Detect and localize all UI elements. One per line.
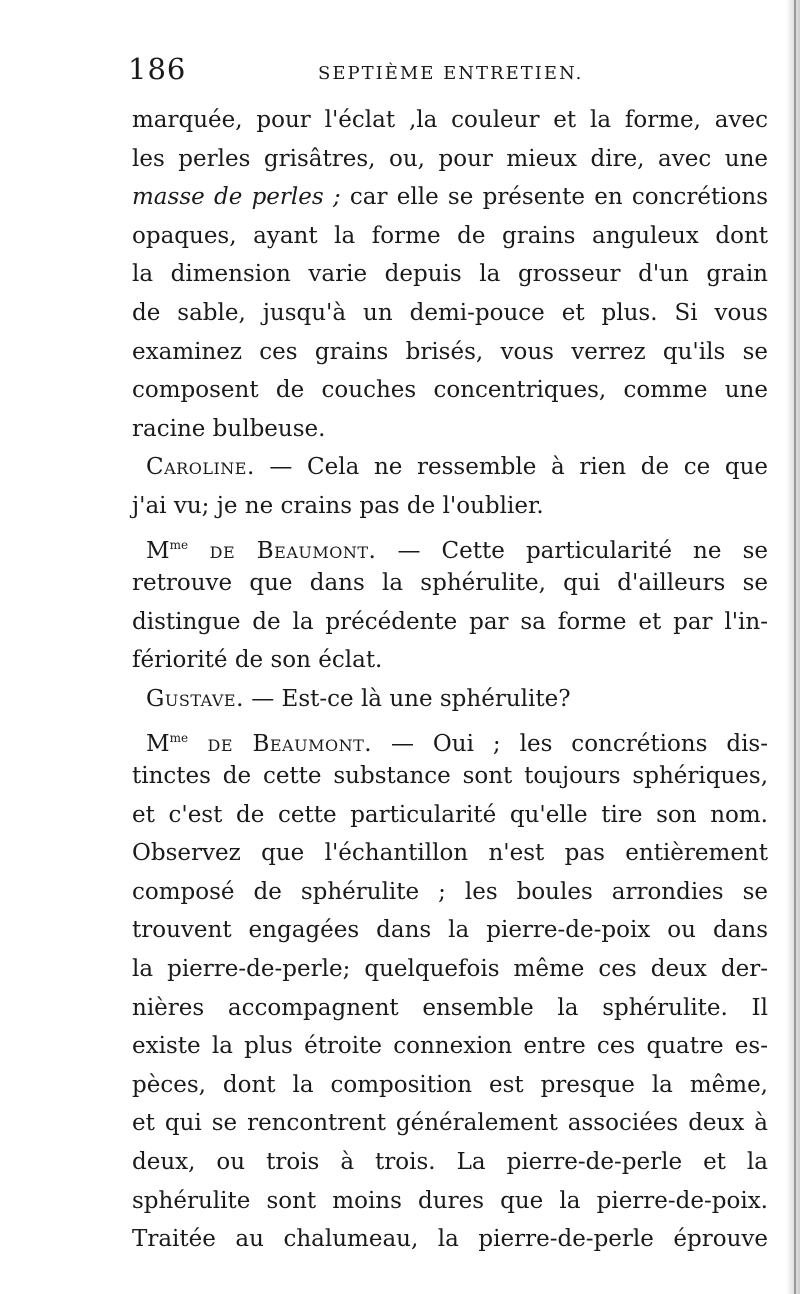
text-line: [132, 911, 768, 950]
line-text: trouvent engagées dans la pierre-de-poix ou dans: [132, 917, 768, 944]
text-line: [132, 834, 768, 873]
line-text: marquée, pour l'éclat ,la couleur et la forme, avec: [132, 107, 768, 133]
line-text: deux, ou trois à trois. La pierre-de-perle et la: [132, 1149, 768, 1176]
line-text: distingue de la précédente par sa forme et par l'in-: [132, 608, 768, 635]
text-line: [132, 950, 768, 989]
text-line: [132, 217, 768, 256]
line-text: composé de sphérulite ; les boules arrondies se: [132, 878, 768, 905]
text-line: [132, 371, 768, 410]
line-text: opaques, ayant la forme de grains anguleux dont: [132, 222, 768, 249]
page-edge: [786, 0, 800, 1294]
line-text: — Est-ce là une sphérulite?: [243, 685, 571, 712]
line-text: tinctes de cette substance sont toujours sphériques,: [132, 763, 768, 790]
body-text: [132, 101, 768, 1259]
line-text: pèces, dont la composition est presque la même,: [132, 1071, 768, 1098]
text-line: [132, 140, 768, 179]
page-edge-line: [794, 0, 796, 1294]
text-line: [132, 873, 768, 912]
dialogue-line: [132, 526, 768, 565]
speaker-name: Gustave.: [146, 685, 244, 712]
text-line: [132, 564, 768, 603]
speaker-prefix: M: [146, 537, 170, 564]
text-line: [132, 757, 768, 796]
line-text: Traitée au chalumeau, la pierre-de-perle éprouve: [132, 1226, 768, 1253]
text-line: [132, 255, 768, 294]
line-text: Observez que l'échantillon n'est pas entièrement: [132, 840, 768, 867]
speaker-superscript: me: [169, 537, 189, 552]
line-text: j'ai vu; je ne crains pas de l'oublier.: [132, 492, 544, 519]
text-line: [132, 796, 768, 835]
line-text: la dimension varie depuis la grosseur d'un grain: [132, 261, 768, 288]
italic-phrase: masse de perles ;: [132, 184, 341, 211]
text-line: [132, 1182, 768, 1221]
speaker-name: de Beaumont.: [188, 730, 373, 757]
line-text: composent de couches concentriques, comme une: [132, 377, 768, 404]
speaker-superscript: me: [169, 730, 189, 745]
line-text: de sable, jusqu'à un demi-pouce et plus. Si vous: [132, 299, 768, 326]
line-text: existe la plus étroite connexion entre ces quatre es-: [132, 1033, 768, 1060]
line-text: — Cette particularité ne se: [376, 537, 768, 564]
text-line: [132, 333, 768, 372]
line-text: fériorité de son éclat.: [132, 647, 383, 674]
text-line: [132, 1143, 768, 1182]
text-line: [132, 1027, 768, 1066]
text-line: [132, 178, 768, 217]
dialogue-line: [132, 680, 768, 719]
line-text: les perles grisâtres, ou, pour mieux dire, avec une: [132, 145, 768, 172]
line-text: car elle se présente en concrétions: [340, 184, 769, 211]
speaker-prefix: M: [146, 730, 170, 757]
line-text: retrouve que dans la sphérulite, qui d'ailleurs se: [132, 570, 768, 597]
text-line: [132, 1104, 768, 1143]
page-number: 186: [128, 52, 187, 86]
text-line: [132, 101, 768, 140]
text-line: [132, 603, 768, 642]
line-text: et qui se rencontrent généralement associées deux à: [132, 1110, 768, 1137]
line-text: examinez ces grains brisés, vous verrez qu'ils se: [132, 338, 768, 365]
dialogue-line: [132, 719, 768, 758]
speaker-name: Caroline.: [146, 454, 255, 481]
running-head: SEPTIÈME ENTRETIEN.: [318, 63, 584, 84]
line-text: racine bulbeuse.: [132, 415, 326, 442]
text-line: [132, 487, 768, 526]
line-text: la pierre-de-perle; quelquefois même ces deux der-: [132, 956, 768, 983]
line-text: sphérulite sont moins dures que la pierre-de-poix.: [132, 1187, 768, 1214]
text-line: [132, 1066, 768, 1105]
text-line: [132, 1220, 768, 1259]
line-text: — Cela ne ressemble à rien de ce que: [254, 454, 768, 481]
text-line: [132, 294, 768, 333]
dialogue-line: [132, 448, 768, 487]
line-text: nières accompagnent ensemble la sphérulite. Il: [132, 994, 768, 1021]
page-header: [128, 52, 768, 92]
text-line: [132, 410, 768, 449]
text-line: [132, 989, 768, 1028]
line-text: — Oui ; les concrétions dis-: [372, 730, 768, 757]
text-line: [132, 641, 768, 680]
line-text: et c'est de cette particularité qu'elle tire son nom.: [132, 801, 768, 828]
speaker-name: de Beaumont.: [188, 537, 377, 564]
